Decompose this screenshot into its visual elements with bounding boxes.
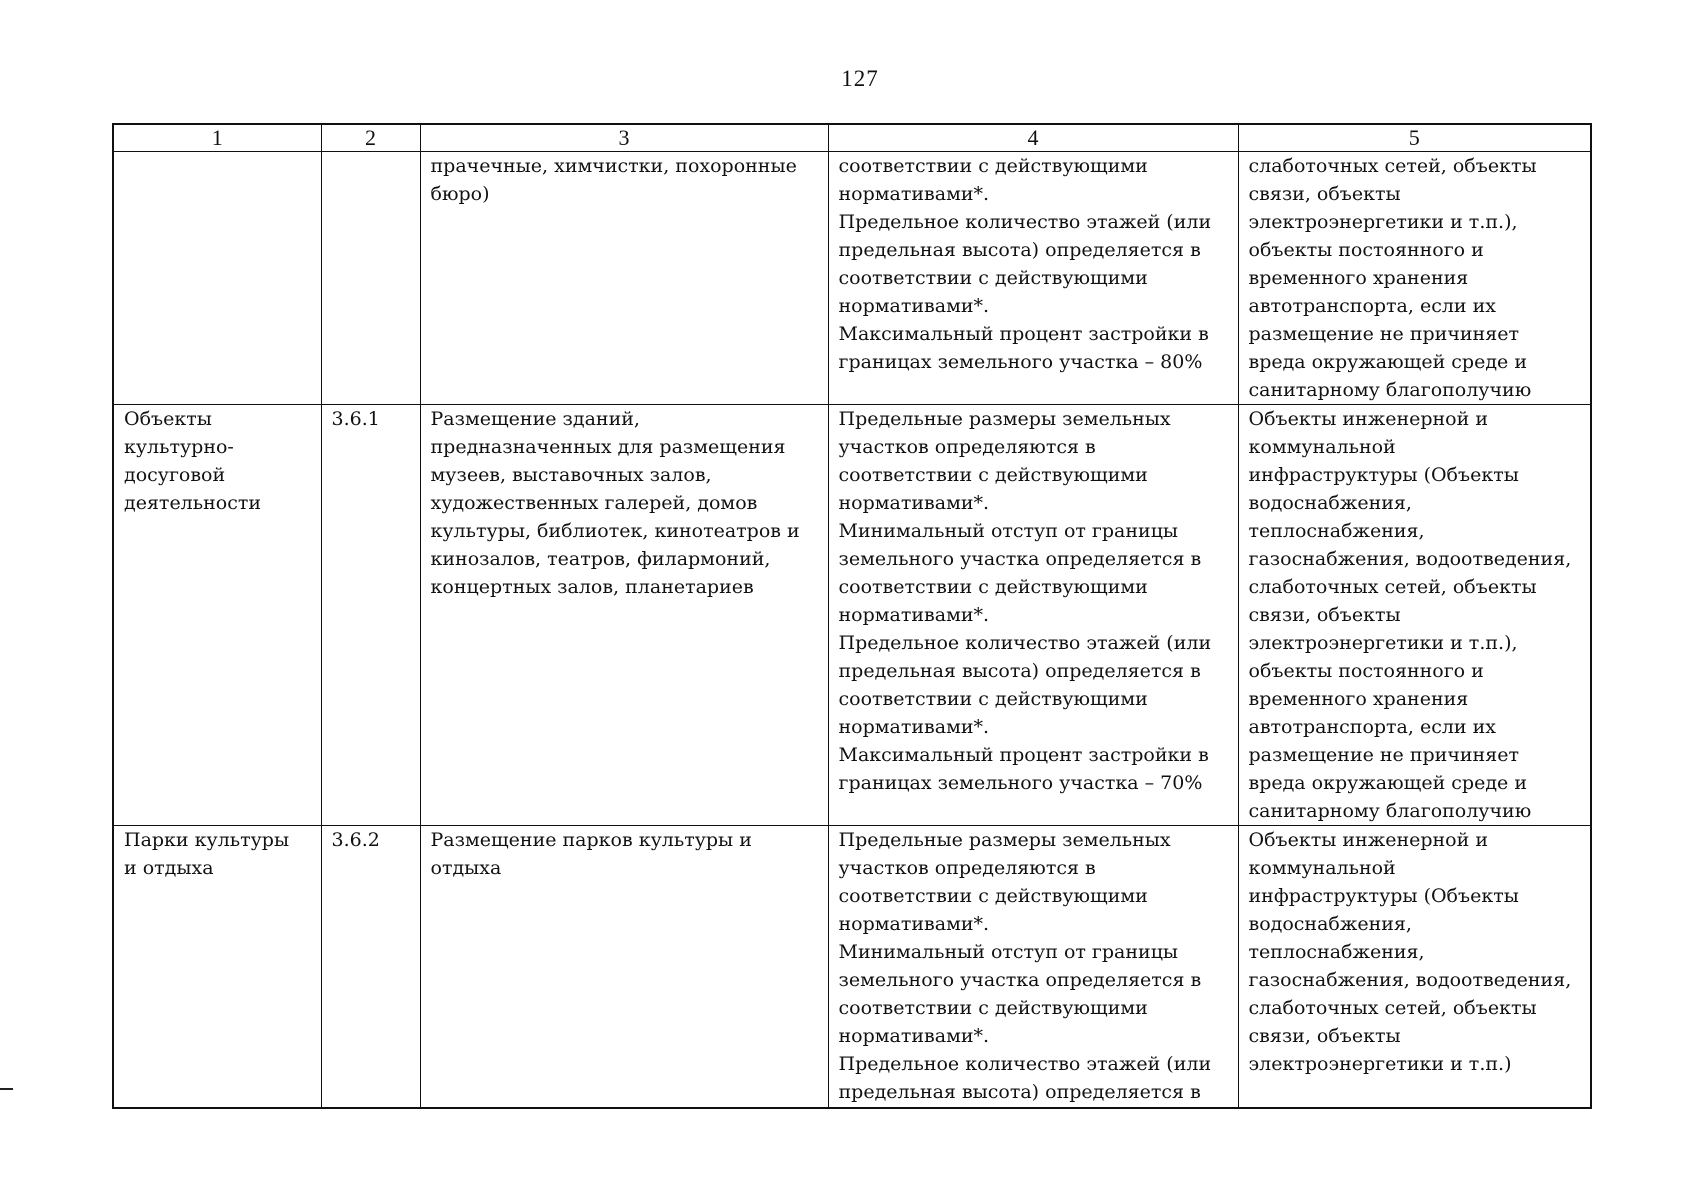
- use-description-cell: прачечные, химчистки, похоронные бюро): [420, 152, 828, 405]
- use-code-cell: [321, 152, 420, 405]
- column-header-2: 2: [321, 124, 420, 152]
- use-code-cell: 3.6.2: [321, 826, 420, 1109]
- use-code-cell: 3.6.1: [321, 405, 420, 826]
- column-header-4: 4: [828, 124, 1238, 152]
- use-name-cell: [113, 152, 321, 405]
- use-description-cell: Размещение парков культуры и отдыха: [420, 826, 828, 1109]
- margin-mark: [0, 1088, 13, 1090]
- column-header-5: 5: [1238, 124, 1591, 152]
- use-name-cell: Объекты культурно- досуговой деятельности: [113, 405, 321, 826]
- auxiliary-uses-cell: Объекты инженерной и коммунальной инфраструктуры (Объекты водоснабжения, теплоснабжения, газоснабжения, водоотведения, слаботочных сетей, объекты связи, объекты электроэнергетики и т.п.), объекты постоянного и временного хранения автотранспорта, если их размещение не причиняет вреда окружающей среде и санитарному благополучию: [1238, 405, 1591, 826]
- use-name-cell: Парки культуры и отдыха: [113, 826, 321, 1109]
- header-row: [113, 124, 1591, 152]
- auxiliary-uses-cell: Объекты инженерной и коммунальной инфраструктуры (Объекты водоснабжения, теплоснабжения, газоснабжения, водоотведения, слаботочных сетей, объекты связи, объекты электроэнергетики и т.п.): [1238, 826, 1591, 1109]
- parameters-cell: Предельные размеры земельных участков определяются в соответствии с действующими нормативами*. Минимальный отступ от границы земельного участка определяется в соответствии с действующими нормативами*. Предельное количество этажей (или предельная высота) определяется в соответствии с действующими нормативами*. Максимальный процент застройки в границах земельного участка – 70%: [828, 405, 1238, 826]
- column-header-1: 1: [113, 124, 321, 152]
- auxiliary-uses-cell: слаботочных сетей, объекты связи, объекты электроэнергетики и т.п.), объекты постоянного и временного хранения автотранспорта, если их размещение не причиняет вреда окружающей среде и санитарному благополучию: [1238, 152, 1591, 405]
- parameters-cell: Предельные размеры земельных участков определяются в соответствии с действующими нормативами*. Минимальный отступ от границы земельного участка определяется в соответствии с действующими нормативами*. Предельное количество этажей (или предельная высота) определяется в: [828, 826, 1238, 1109]
- page-number: 127: [841, 66, 879, 91]
- table-row: [113, 405, 1591, 826]
- land-use-table: [112, 123, 1592, 1109]
- table-row: [113, 826, 1591, 1109]
- parameters-cell: соответствии с действующими нормативами*. Предельное количество этажей (или предельная высота) определяется в соответствии с действующими нормативами*. Максимальный процент застройки в границах земельного участка – 80%: [828, 152, 1238, 405]
- table-row: [113, 152, 1591, 405]
- column-header-3: 3: [420, 124, 828, 152]
- use-description-cell: Размещение зданий, предназначенных для размещения музеев, выставочных залов, художественных галерей, домов культуры, библиотек, кинотеатров и кинозалов, театров, филармоний, концертных залов, планетариев: [420, 405, 828, 826]
